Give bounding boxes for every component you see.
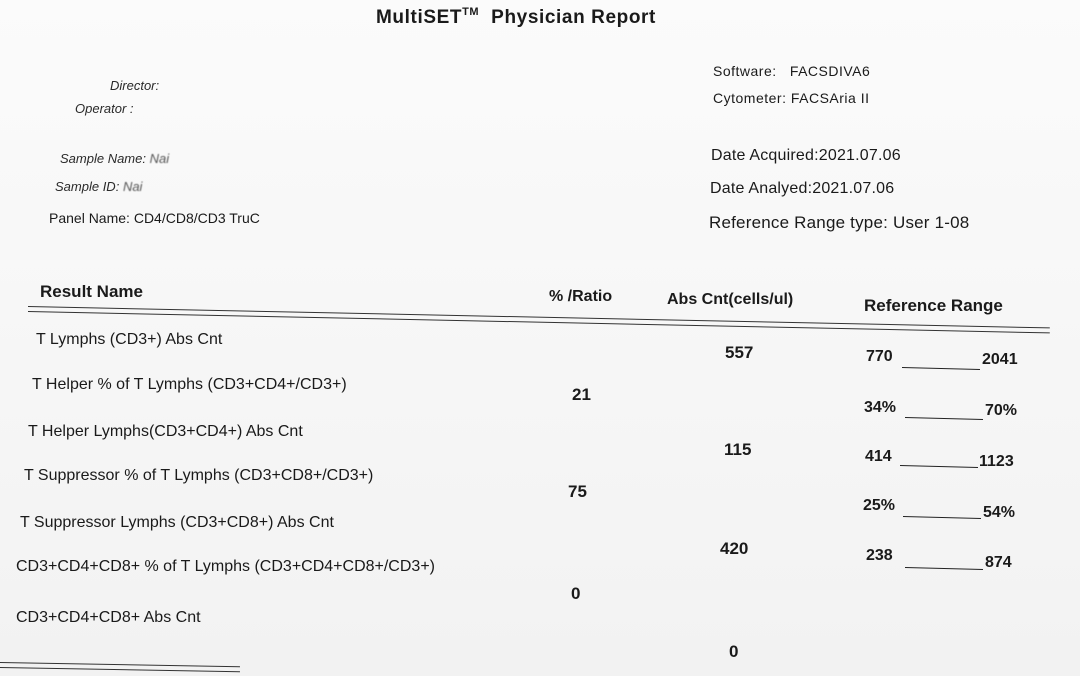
operator-label: Operator : bbox=[75, 101, 134, 116]
report-title bbox=[376, 6, 656, 29]
sample-name-field bbox=[60, 151, 169, 166]
date-analyzed-value: 2021.07.06 bbox=[812, 180, 895, 197]
reference-range-dash bbox=[903, 516, 981, 519]
pct-ratio-value: 75 bbox=[568, 482, 587, 501]
reference-range-low: 238 bbox=[866, 547, 893, 564]
row-label: T Helper % of T Lymphs (CD3+CD4+/CD3+) bbox=[32, 376, 347, 393]
reference-range-low: 34% bbox=[864, 399, 897, 416]
date-acquired-label: Date Acquired: bbox=[711, 147, 819, 164]
abs-cnt-value: 0 bbox=[729, 642, 739, 661]
pct-ratio-value: 21 bbox=[572, 385, 591, 404]
bottom-rule-top bbox=[0, 662, 240, 667]
row-label: T Suppressor % of T Lymphs (CD3+CD8+/CD3+) bbox=[24, 467, 374, 484]
abs-cnt-value: 420 bbox=[720, 539, 749, 558]
reference-range-type-label: Reference Range type: bbox=[709, 213, 889, 232]
reference-range-high: 874 bbox=[985, 554, 1012, 571]
row-label: T Helper Lymphs(CD3+CD4+) Abs Cnt bbox=[28, 423, 303, 440]
row-label: CD3+CD4+CD8+ % of T Lymphs (CD3+CD4+CD8+/CD3+) bbox=[16, 558, 435, 575]
column-header-abs-cnt: Abs Cnt(cells/ul) bbox=[667, 291, 794, 308]
cytometer-value: FACSAria II bbox=[790, 90, 870, 106]
reference-range-low: 414 bbox=[865, 448, 892, 465]
software-field bbox=[713, 63, 870, 79]
reference-range-type-field bbox=[709, 213, 969, 233]
reference-range-high: 1123 bbox=[979, 453, 1014, 470]
column-header-pct-ratio: % /Ratio bbox=[549, 288, 613, 305]
software-label: Software: bbox=[713, 63, 777, 79]
bottom-rule-bottom bbox=[0, 667, 240, 672]
pct-ratio-value: 0 bbox=[571, 584, 581, 603]
sample-id-value: Nai bbox=[122, 179, 143, 194]
date-acquired-value: 2021.07.06 bbox=[818, 147, 901, 164]
panel-name-field bbox=[49, 210, 260, 226]
reference-range-high: 2041 bbox=[982, 351, 1018, 368]
sample-id-label: Sample ID: bbox=[55, 179, 120, 194]
panel-name-value: CD4/CD8/CD3 TruC bbox=[133, 210, 260, 226]
row-label: T Suppressor Lymphs (CD3+CD8+) Abs Cnt bbox=[20, 514, 334, 531]
reference-range-dash bbox=[905, 567, 983, 570]
date-analyzed-field bbox=[710, 180, 894, 198]
director-label: Director: bbox=[110, 78, 160, 93]
abs-cnt-value: 115 bbox=[724, 440, 752, 459]
cytometer-label: Cytometer: bbox=[713, 90, 787, 106]
column-header-reference-range: Reference Range bbox=[864, 296, 1003, 315]
reference-range-high: 70% bbox=[985, 402, 1018, 419]
sample-id-field bbox=[55, 179, 142, 194]
date-analyzed-label: Date Analyed: bbox=[710, 180, 813, 197]
title-trademark: TM bbox=[462, 6, 480, 18]
reference-range-type-value: User 1-08 bbox=[892, 213, 970, 232]
title-prefix: MultiSET bbox=[376, 7, 463, 28]
title-suffix: Physician Report bbox=[491, 7, 656, 28]
abs-cnt-value: 557 bbox=[725, 343, 754, 362]
reference-range-high: 54% bbox=[983, 504, 1016, 521]
row-label: T Lymphs (CD3+) Abs Cnt bbox=[36, 331, 223, 348]
reference-range-low: 25% bbox=[863, 497, 896, 514]
row-label: CD3+CD4+CD8+ Abs Cnt bbox=[16, 609, 201, 626]
sample-name-value: Nai bbox=[149, 151, 170, 166]
panel-name-label: Panel Name: bbox=[49, 210, 130, 226]
date-acquired-field bbox=[711, 147, 901, 165]
reference-range-low: 770 bbox=[866, 348, 893, 365]
reference-range-dash bbox=[902, 367, 980, 370]
column-header-result-name: Result Name bbox=[40, 282, 143, 301]
reference-range-dash bbox=[905, 417, 983, 420]
reference-range-dash bbox=[900, 465, 978, 468]
software-value: FACSDIVA6 bbox=[789, 63, 871, 79]
cytometer-field bbox=[713, 90, 870, 106]
sample-name-label: Sample Name: bbox=[60, 151, 146, 166]
